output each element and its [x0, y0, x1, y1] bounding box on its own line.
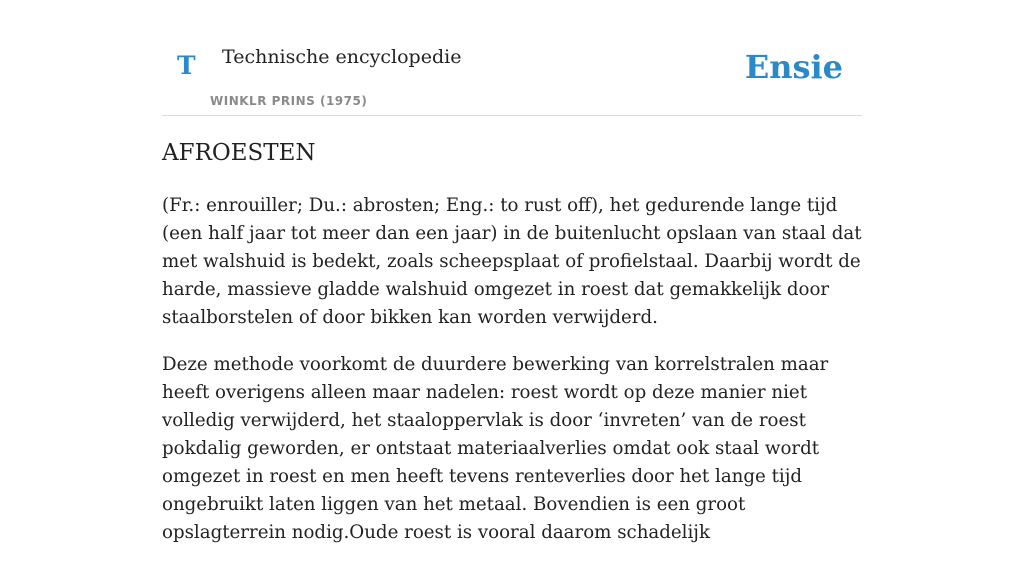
entry-title: AFROESTEN — [162, 140, 316, 166]
book-title-link[interactable]: Technische encyclopedie — [222, 46, 462, 68]
article-paragraph: (Fr.: enrouiller; Du.: abrosten; Eng.: to rust off), het gedurende lange tijd (een half jaar tot meer dan een jaar) in de buitenlucht opslaan van staal dat met walshuid is bedekt, zoals scheepsplaat of profielstaal. Daarbij wordt de harde, massieve gladde walshuid omgezet in roest dat gemakkelijk door staalborstelen of door bikken kan worden verwijderd. — [162, 195, 862, 328]
encyclopedia-logo-icon[interactable]: T — [177, 51, 196, 80]
brand-logo-link[interactable]: Ensie — [744, 48, 843, 86]
header — [162, 0, 862, 116]
book-source-label: WINKLR PRINS (1975) — [210, 94, 368, 108]
article-body — [162, 192, 862, 566]
article-paragraph: Deze methode voorkomt de duurdere bewerking van korrelstralen maar heeft overigens alleen maar nadelen: roest wordt op deze manier niet volledig verwijderd, het staaloppervlak is door ‘invreten’ van de roest pokdalig geworden, er ontstaat materiaalverlies omdat ook staal wordt omgezet in roest en men heeft tevens renteverlies door het lange tijd ongebruikt laten liggen van het metaal. Bovendien is een groot opslagterrein nodig.Oude roest is vooral daarom schadelijk — [162, 354, 829, 543]
